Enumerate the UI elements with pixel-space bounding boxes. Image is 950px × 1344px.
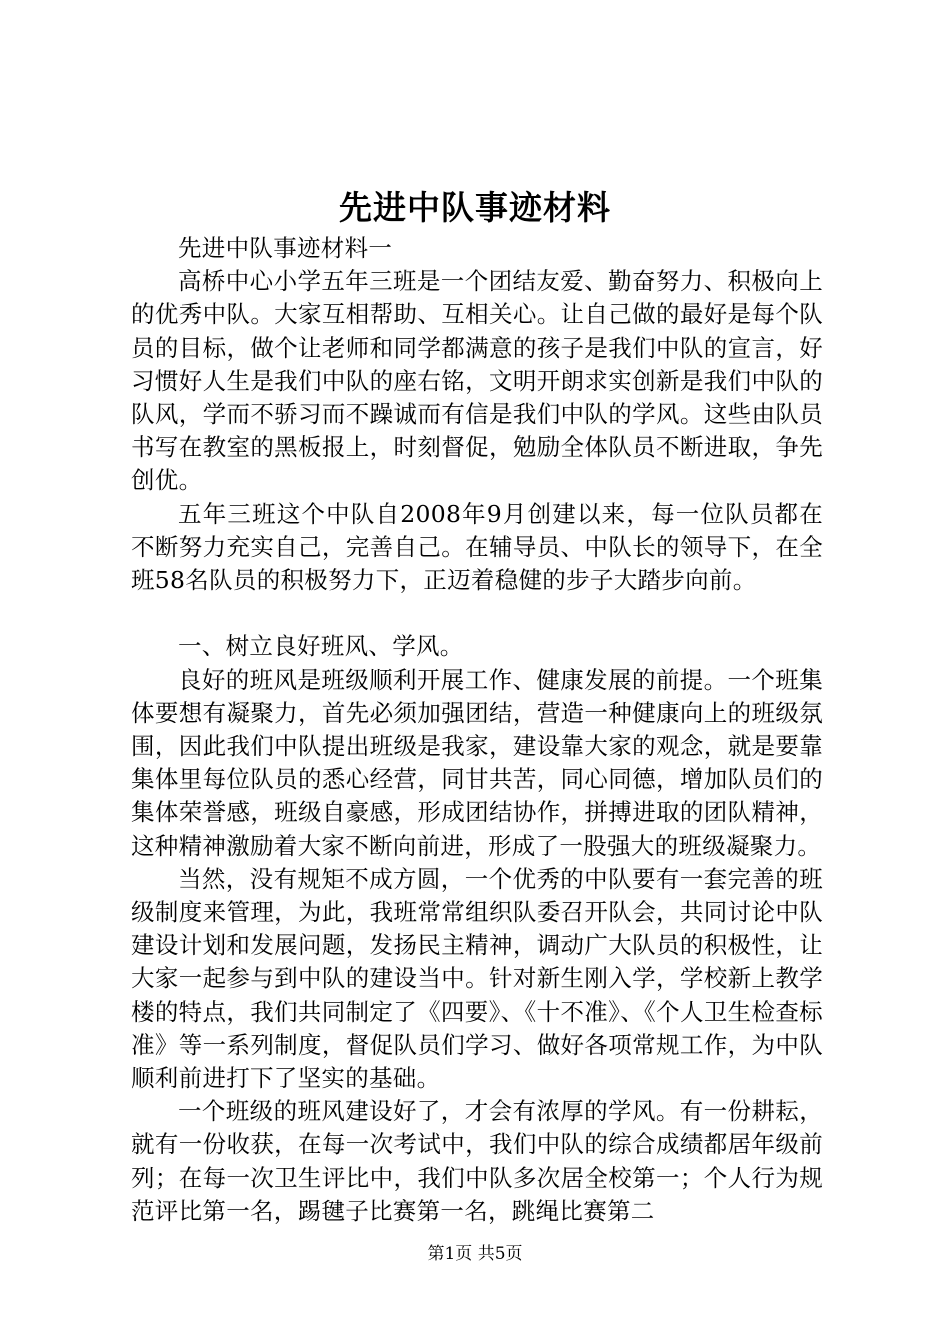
document-title: 先进中队事迹材料 — [339, 188, 611, 227]
page-footer: 第1页 共5页 — [427, 1244, 523, 1264]
paragraph: 当然，没有规矩不成方圆，一个优秀的中队要有一套完善的班级制度来管理，为此，我班常常组织队委召开队会，共同讨论中队建设计划和发展问题，发扬民主精神，调动广大队员的积极性，让大家一起参与到中队的建设当中。针对新生刚入学，学校新上教学楼的特点，我们共同制定了《四要》、《十不准》、《个人卫生检查标准》等一系列制度，督促队员们学习、做好各项常规工作，为中队顺利前进打下了坚实的基础。 — [131, 864, 823, 1093]
paragraph: 五年三班这个中队自2008年9月创建以来，每一位队员都在不断努力充实自己，完善自己。在辅导员、中队长的领导下，在全班58名队员的积极努力下，正迈着稳健的步子大踏步向前。 — [131, 499, 823, 595]
document-body — [131, 232, 823, 1228]
blank-line — [131, 597, 823, 630]
section-heading: 一、树立良好班风、学风。 — [178, 632, 464, 661]
section-subtitle: 先进中队事迹材料一 — [178, 234, 393, 262]
paragraph: 良好的班风是班级顺利开展工作、健康发展的前提。一个班集体要想有凝聚力，首先必须加强团结，营造一种健康向上的班级氛围，因此我们中队提出班级是我家，建设靠大家的观念，就是要靠集体里每位队员的悉心经营，同甘共苦，同心同德，增加队员们的集体荣誉感，班级自豪感，形成团结协作，拼搏进取的团队精神，这种精神激励着大家不断向前进，形成了一股强大的班级凝聚力。 — [131, 665, 823, 860]
paragraph: 一个班级的班风建设好了，才会有浓厚的学风。有一份耕耘，就有一份收获，在每一次考试中，我们中队的综合成绩都居年级前列；在每一次卫生评比中，我们中队多次居全校第一；个人行为规范评比第一名，踢毽子比赛第一名，跳绳比赛第二 — [131, 1097, 823, 1225]
paragraph: 高桥中心小学五年三班是一个团结友爱、勤奋努力、积极向上的优秀中队。大家互相帮助、互相关心。让自己做的最好是每个队员的目标，做个让老师和同学都满意的孩子是我们中队的宣言，好习惯好人生是我们中队的座右铭，文明开朗求实创新是我们中队的队风，学而不骄习而不躁诚而有信是我们中队的学风。这些由队员书写在教室的黑板报上，时刻督促，勉励全体队员不断进取，争先创优。 — [131, 267, 823, 495]
